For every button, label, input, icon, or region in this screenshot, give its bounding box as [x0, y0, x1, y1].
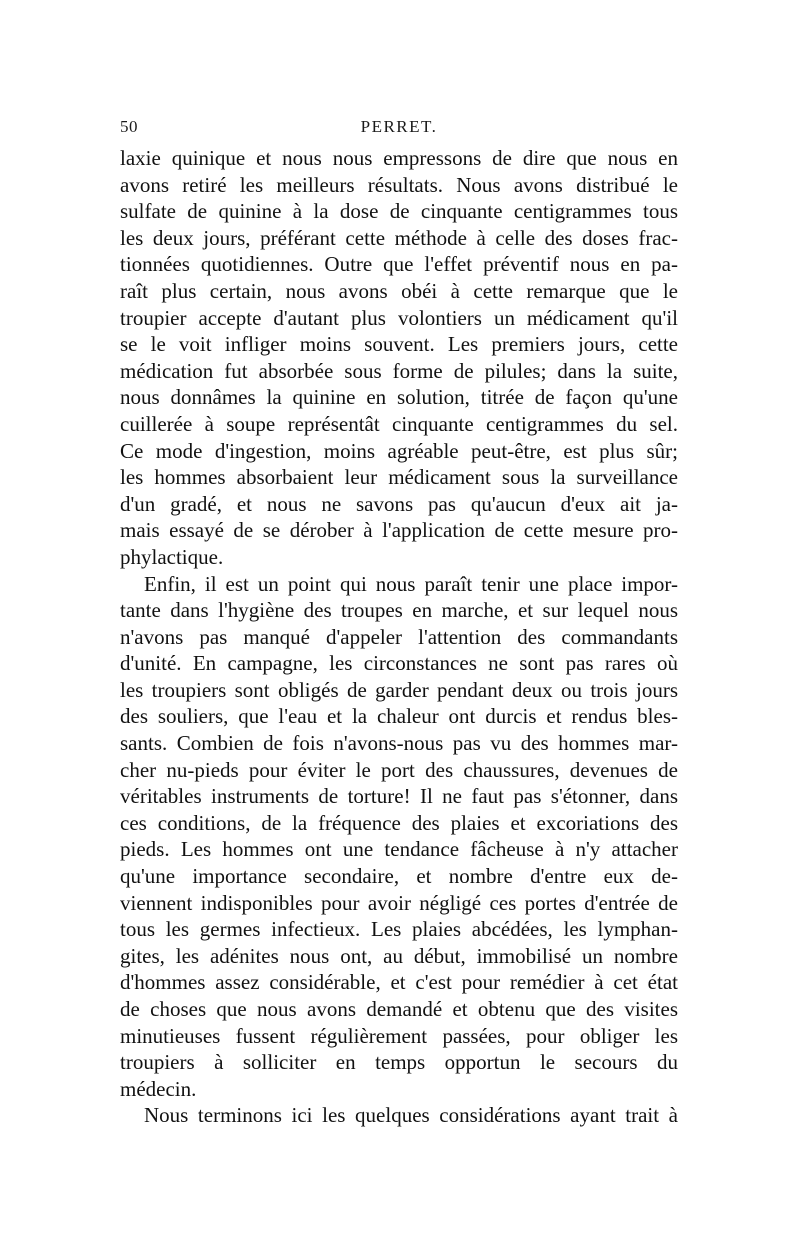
- running-head: [120, 117, 678, 141]
- text-line-paragraph-end: phylactique.: [120, 544, 224, 569]
- text-line: les troupiers sont obligés de garder pendant deux ou trois jours: [120, 677, 678, 702]
- text-line: cuillerée à soupe représentât cinquante centigrammes du sel.: [120, 411, 678, 436]
- text-line: sulfate de quinine à la dose de cinquante centigrammes tous: [120, 199, 678, 224]
- text-line: pieds. Les hommes ont une tendance fâcheuse à n'y attacher: [120, 837, 678, 862]
- text-line: véritables instruments de torture! Il ne faut pas s'étonner, dans: [120, 784, 678, 809]
- text-line: troupier accepte d'autant plus volontiers un médicament qu'il: [120, 305, 678, 330]
- body-text: [120, 145, 678, 1129]
- text-line-paragraph-end: médecin.: [120, 1076, 197, 1101]
- text-line: cher nu-pieds pour éviter le port des chaussures, devenues de: [120, 757, 678, 782]
- text-line-paragraph-start: Enfin, il est un point qui nous paraît tenir une place impor-: [144, 571, 678, 596]
- text-line: minutieuses fussent régulièrement passées, pour obliger les: [120, 1023, 678, 1048]
- text-line: n'avons pas manqué d'appeler l'attention des commandants: [120, 624, 678, 649]
- text-line: nous donnâmes la quinine en solution, titrée de façon qu'une: [120, 385, 678, 410]
- text-line: se le voit infliger moins souvent. Les premiers jours, cette: [120, 332, 678, 357]
- text-line: mais essayé de se dérober à l'application de cette mesure pro-: [120, 518, 678, 543]
- text-line: les deux jours, préférant cette méthode à celle des doses frac-: [120, 225, 678, 250]
- text-line: avons retiré les meilleurs résultats. Nous avons distribué le: [120, 172, 678, 197]
- text-line-paragraph-start: Nous terminons ici les quelques considérations ayant trait à: [144, 1103, 678, 1128]
- text-line: tante dans l'hygiène des troupes en marche, et sur lequel nous: [120, 598, 678, 623]
- running-title: PERRET.: [360, 117, 438, 136]
- text-line: viennent indisponibles pour avoir négligé ces portes d'entrée de: [120, 890, 678, 915]
- text-line: de choses que nous avons demandé et obtenu que des visites: [120, 997, 678, 1021]
- text-line: d'un gradé, et nous ne savons pas qu'aucun d'eux ait ja-: [120, 491, 678, 516]
- text-line: d'unité. En campagne, les circonstances ne sont pas rares où: [120, 651, 678, 676]
- text-line: tionnées quotidiennes. Outre que l'effet préventif nous en pa-: [120, 252, 678, 277]
- text-line: raît plus certain, nous avons obéi à cette remarque que le: [120, 278, 678, 303]
- text-line: gites, les adénites nous ont, au début, immobilisé un nombre: [120, 943, 678, 968]
- text-line: des souliers, que l'eau et la chaleur ont durcis et rendus bles-: [120, 704, 678, 729]
- text-line: d'hommes assez considérable, et c'est pour remédier à cet état: [120, 970, 678, 995]
- text-line: Ce mode d'ingestion, moins agréable peut-être, est plus sûr;: [120, 438, 678, 463]
- text-line: tous les germes infectieux. Les plaies abcédées, les lymphan-: [120, 917, 678, 942]
- text-line: ces conditions, de la fréquence des plaies et excoriations des: [120, 810, 678, 835]
- page-number: 50: [120, 117, 138, 136]
- text-line: troupiers à solliciter en temps opportun le secours du: [120, 1050, 678, 1075]
- text-line: les hommes absorbaient leur médicament sous la surveillance: [120, 465, 678, 490]
- text-line: laxie quinique et nous nous empressons de dire que nous en: [120, 146, 678, 170]
- text-line: sants. Combien de fois n'avons-nous pas vu des hommes mar-: [120, 731, 678, 756]
- text-line: médication fut absorbée sous forme de pilules; dans la suite,: [120, 358, 678, 383]
- text-line: qu'une importance secondaire, et nombre d'entre eux de-: [120, 864, 678, 889]
